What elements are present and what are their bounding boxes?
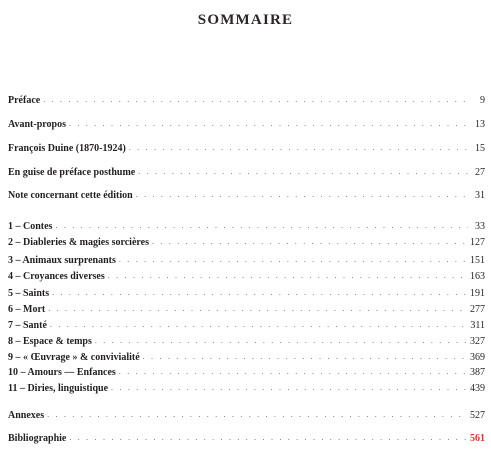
- toc-entry[interactable]: [8, 254, 485, 268]
- toc-entry-label: 10 – Amours — Enfances: [8, 367, 116, 378]
- toc-entry-page: 27: [475, 167, 485, 178]
- toc-entry-page: 387: [470, 367, 485, 378]
- toc-entry-page: 163: [470, 271, 485, 282]
- toc-entry-page: 15: [475, 143, 485, 154]
- toc-dot-leader: [69, 431, 467, 445]
- toc-entry-page: 311: [470, 320, 485, 331]
- toc-entry-page: 561: [470, 433, 485, 444]
- toc-dot-leader: [136, 188, 468, 202]
- toc-entry-page: 31: [475, 190, 485, 201]
- toc-dot-leader: [108, 269, 467, 283]
- toc-dot-leader: [111, 381, 467, 395]
- toc-entry[interactable]: [8, 432, 485, 446]
- toc-entry-label: 7 – Santé: [8, 320, 47, 331]
- toc-entry[interactable]: [8, 220, 485, 234]
- toc-dot-leader: [129, 141, 468, 155]
- toc-entry[interactable]: [8, 142, 485, 156]
- toc-entry-page: 33: [475, 221, 485, 232]
- toc-entry-label: 2 – Diableries & magies sorcières: [8, 237, 149, 248]
- toc-entry-label: 1 – Contes: [8, 221, 53, 232]
- toc-entry[interactable]: [8, 319, 485, 333]
- toc-entry-label: 6 – Mort: [8, 304, 46, 315]
- toc-entry[interactable]: [8, 236, 485, 250]
- toc-dot-leader: [152, 235, 467, 249]
- toc-entry-label: 5 – Saints: [8, 288, 50, 299]
- toc-entry-page: 369: [470, 352, 485, 363]
- toc-dot-leader: [50, 318, 467, 332]
- toc-entry-page: 13: [475, 119, 485, 130]
- toc-entry-page: 151: [470, 255, 485, 266]
- toc-dot-leader: [52, 286, 467, 300]
- toc-dot-leader: [119, 253, 467, 267]
- toc-entry-label: 8 – Espace & temps: [8, 336, 92, 347]
- toc-entry-label: 4 – Croyances diverses: [8, 271, 105, 282]
- toc-entry[interactable]: [8, 287, 485, 301]
- toc-entry[interactable]: [8, 94, 485, 108]
- toc-entry[interactable]: [8, 366, 485, 380]
- toc-dot-leader: [43, 93, 468, 107]
- toc-entry-label: Note concernant cette édition: [8, 190, 133, 201]
- toc-entry-label: Avant-propos: [8, 119, 66, 130]
- toc-dot-leader: [48, 302, 467, 316]
- toc-entry[interactable]: [8, 409, 485, 423]
- toc-entry-label: Annexes: [8, 410, 45, 421]
- toc-entry-page: 327: [470, 336, 485, 347]
- toc-dot-leader: [47, 408, 467, 422]
- toc-entry-label: 11 – Diries, linguistique: [8, 383, 109, 394]
- toc-entry-page: 527: [470, 410, 485, 421]
- toc-entry-page: 191: [470, 288, 485, 299]
- toc-entry-page: 9: [480, 95, 485, 106]
- toc-entry[interactable]: [8, 118, 485, 132]
- toc-entry[interactable]: [8, 382, 485, 396]
- page-title: SOMMAIRE: [197, 12, 294, 28]
- toc-entry-label: 9 – « Œuvrage » & convivialité: [8, 352, 140, 363]
- toc-dot-leader: [95, 334, 467, 348]
- toc-entry[interactable]: [8, 270, 485, 284]
- toc-dot-leader: [69, 117, 468, 131]
- toc-entry-page: 439: [470, 383, 485, 394]
- toc-dot-leader: [138, 165, 468, 179]
- toc-entry-page: 127: [470, 237, 485, 248]
- toc-entry[interactable]: [8, 303, 485, 317]
- toc-dot-leader: [119, 365, 467, 379]
- toc-dot-leader: [55, 219, 468, 233]
- toc-entry[interactable]: [8, 335, 485, 349]
- toc-entry-label: Préface: [8, 95, 41, 106]
- toc-entry-label: En guise de préface posthume: [8, 167, 136, 178]
- toc-entry-label: François Duine (1870-1924): [8, 143, 126, 154]
- toc-dot-leader: [143, 350, 467, 364]
- toc-entry[interactable]: [8, 189, 485, 203]
- toc-entry[interactable]: [8, 351, 485, 365]
- toc-entry-page: 277: [470, 304, 485, 315]
- toc-entry-label: Bibliographie: [8, 433, 67, 444]
- toc-entry-label: 3 – Animaux surprenants: [8, 255, 116, 266]
- toc-entry[interactable]: [8, 166, 485, 180]
